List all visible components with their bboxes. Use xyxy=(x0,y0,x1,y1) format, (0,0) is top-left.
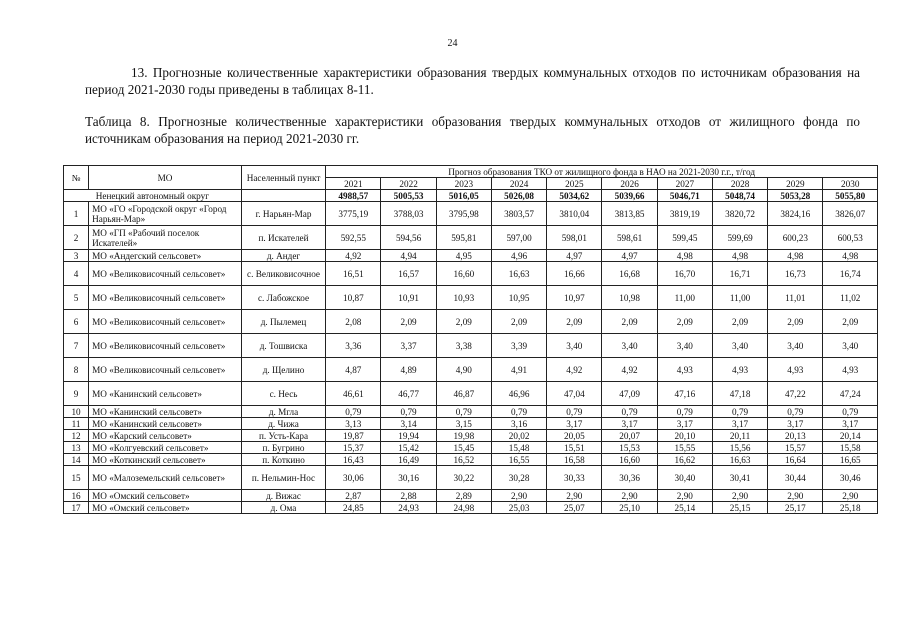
forecast-value: 16,74 xyxy=(823,262,878,286)
total-value: 5034,62 xyxy=(547,190,602,202)
forecast-value: 11,02 xyxy=(823,286,878,310)
settlement-name: д. Ома xyxy=(241,502,325,514)
forecast-value: 3826,07 xyxy=(823,202,878,226)
forecast-value: 16,58 xyxy=(547,454,602,466)
forecast-value: 30,41 xyxy=(712,466,767,490)
forecast-value: 2,90 xyxy=(491,490,546,502)
row-number: 17 xyxy=(64,502,89,514)
total-value: 5046,71 xyxy=(657,190,712,202)
forecast-value: 24,93 xyxy=(381,502,436,514)
settlement-name: с. Несь xyxy=(241,382,325,406)
forecast-value: 3,14 xyxy=(381,418,436,430)
municipality-name: МО «Коткинский сельсовет» xyxy=(89,454,242,466)
table-row xyxy=(64,382,878,406)
table-row xyxy=(64,310,878,334)
forecast-value: 2,90 xyxy=(657,490,712,502)
section-paragraph: 13. Прогнозные количественные характеристики образования твердых коммунальных отходов по источникам образования на период 2021-2030 годы приведены в таблицах 8-11. xyxy=(85,65,860,97)
forecast-value: 16,64 xyxy=(768,454,823,466)
forecast-value: 4,87 xyxy=(326,358,381,382)
forecast-value: 600,53 xyxy=(823,226,878,250)
forecast-value: 2,09 xyxy=(436,310,491,334)
total-value: 5048,74 xyxy=(712,190,767,202)
forecast-value: 3,16 xyxy=(491,418,546,430)
forecast-value: 2,09 xyxy=(657,310,712,334)
forecast-value: 3,39 xyxy=(491,334,546,358)
forecast-value: 4,93 xyxy=(768,358,823,382)
forecast-value: 20,10 xyxy=(657,430,712,442)
forecast-value: 30,44 xyxy=(768,466,823,490)
forecast-value: 2,09 xyxy=(602,310,657,334)
forecast-value: 4,96 xyxy=(491,250,546,262)
forecast-value: 16,62 xyxy=(657,454,712,466)
row-number: 4 xyxy=(64,262,89,286)
forecast-value: 4,92 xyxy=(547,358,602,382)
total-value: 5039,66 xyxy=(602,190,657,202)
table-row xyxy=(64,406,878,418)
total-value: 4988,57 xyxy=(326,190,381,202)
forecast-value: 16,68 xyxy=(602,262,657,286)
forecast-value: 3,17 xyxy=(602,418,657,430)
row-number: 2 xyxy=(64,226,89,250)
forecast-value: 16,57 xyxy=(381,262,436,286)
total-empty-cell xyxy=(241,190,325,202)
forecast-value: 47,22 xyxy=(768,382,823,406)
forecast-value: 30,40 xyxy=(657,466,712,490)
table-row xyxy=(64,430,878,442)
forecast-value: 0,79 xyxy=(491,406,546,418)
forecast-value: 16,63 xyxy=(712,454,767,466)
municipality-name: МО «Великовисочный сельсовет» xyxy=(89,286,242,310)
header-year: 2027 xyxy=(657,178,712,190)
forecast-value: 2,09 xyxy=(491,310,546,334)
forecast-value: 2,90 xyxy=(768,490,823,502)
table-row xyxy=(64,454,878,466)
forecast-value: 2,87 xyxy=(326,490,381,502)
municipality-name: МО «Карский сельсовет» xyxy=(89,430,242,442)
forecast-value: 11,00 xyxy=(712,286,767,310)
settlement-name: с. Великовисочное xyxy=(241,262,325,286)
forecast-value: 15,48 xyxy=(491,442,546,454)
settlement-name: п. Усть-Кара xyxy=(241,430,325,442)
municipality-name: МО «Великовисочный сельсовет» xyxy=(89,334,242,358)
header-forecast: Прогноз образования ТКО от жилищного фонда в НАО на 2021-2030 г.г., т/год xyxy=(326,166,878,178)
forecast-value: 3819,19 xyxy=(657,202,712,226)
forecast-value: 3795,98 xyxy=(436,202,491,226)
forecast-value: 3775,19 xyxy=(326,202,381,226)
forecast-value: 3,40 xyxy=(768,334,823,358)
forecast-value: 3,38 xyxy=(436,334,491,358)
forecast-value: 600,23 xyxy=(768,226,823,250)
municipality-name: МО «Малоземельский сельсовет» xyxy=(89,466,242,490)
forecast-value: 30,06 xyxy=(326,466,381,490)
forecast-value: 46,96 xyxy=(491,382,546,406)
forecast-value: 2,90 xyxy=(823,490,878,502)
total-value: 5053,28 xyxy=(768,190,823,202)
total-row xyxy=(64,190,878,202)
forecast-value: 2,09 xyxy=(823,310,878,334)
table-row xyxy=(64,490,878,502)
forecast-value: 0,79 xyxy=(768,406,823,418)
forecast-value: 20,02 xyxy=(491,430,546,442)
forecast-value: 16,70 xyxy=(657,262,712,286)
forecast-value: 24,98 xyxy=(436,502,491,514)
forecast-value: 30,46 xyxy=(823,466,878,490)
forecast-value: 20,14 xyxy=(823,430,878,442)
forecast-value: 4,90 xyxy=(436,358,491,382)
forecast-value: 4,97 xyxy=(602,250,657,262)
forecast-value: 4,93 xyxy=(823,358,878,382)
forecast-value: 20,05 xyxy=(547,430,602,442)
settlement-name: д. Чижа xyxy=(241,418,325,430)
forecast-value: 47,09 xyxy=(602,382,657,406)
forecast-value: 16,55 xyxy=(491,454,546,466)
forecast-value: 3,40 xyxy=(712,334,767,358)
forecast-value: 2,90 xyxy=(712,490,767,502)
settlement-name: д. Вижас xyxy=(241,490,325,502)
table-caption: Таблица 8. Прогнозные количественные характеристики образования твердых коммунальных отходов от жилищного фонда по источникам образования на период 2021-2030 гг. xyxy=(85,114,860,146)
forecast-value: 25,17 xyxy=(768,502,823,514)
header-year: 2029 xyxy=(768,178,823,190)
forecast-value: 15,55 xyxy=(657,442,712,454)
municipality-name: МО «Великовисочный сельсовет» xyxy=(89,262,242,286)
forecast-value: 10,87 xyxy=(326,286,381,310)
row-number: 14 xyxy=(64,454,89,466)
header-year: 2030 xyxy=(823,178,878,190)
forecast-value: 3,40 xyxy=(657,334,712,358)
table-row xyxy=(64,502,878,514)
settlement-name: д. Мгла xyxy=(241,406,325,418)
forecast-value: 16,52 xyxy=(436,454,491,466)
municipality-name: МО «Андегский сельсовет» xyxy=(89,250,242,262)
table-row xyxy=(64,466,878,490)
table-row xyxy=(64,226,878,250)
total-value: 5026,08 xyxy=(491,190,546,202)
forecast-value: 16,65 xyxy=(823,454,878,466)
row-number: 16 xyxy=(64,490,89,502)
forecast-value: 595,81 xyxy=(436,226,491,250)
forecast-value: 599,45 xyxy=(657,226,712,250)
forecast-value: 19,87 xyxy=(326,430,381,442)
forecast-value: 2,08 xyxy=(326,310,381,334)
row-number: 3 xyxy=(64,250,89,262)
forecast-value: 0,79 xyxy=(602,406,657,418)
forecast-value: 25,10 xyxy=(602,502,657,514)
total-value: 5055,80 xyxy=(823,190,878,202)
row-number: 10 xyxy=(64,406,89,418)
forecast-value: 3,17 xyxy=(547,418,602,430)
municipality-name: МО «Канинский сельсовет» xyxy=(89,406,242,418)
forecast-value: 4,98 xyxy=(823,250,878,262)
forecast-value: 0,79 xyxy=(326,406,381,418)
header-year: 2023 xyxy=(436,178,491,190)
forecast-value: 15,53 xyxy=(602,442,657,454)
forecast-table xyxy=(63,165,878,514)
row-number: 9 xyxy=(64,382,89,406)
forecast-value: 16,66 xyxy=(547,262,602,286)
forecast-value: 4,92 xyxy=(326,250,381,262)
forecast-value: 0,79 xyxy=(823,406,878,418)
forecast-value: 3,17 xyxy=(823,418,878,430)
forecast-value: 2,89 xyxy=(436,490,491,502)
forecast-value: 16,60 xyxy=(436,262,491,286)
forecast-value: 24,85 xyxy=(326,502,381,514)
settlement-name: п. Искателей xyxy=(241,226,325,250)
forecast-value: 4,91 xyxy=(491,358,546,382)
table-row xyxy=(64,202,878,226)
forecast-value: 2,09 xyxy=(768,310,823,334)
forecast-value: 3813,85 xyxy=(602,202,657,226)
header-year: 2025 xyxy=(547,178,602,190)
forecast-value: 592,55 xyxy=(326,226,381,250)
table-row xyxy=(64,250,878,262)
forecast-value: 46,61 xyxy=(326,382,381,406)
header-year: 2026 xyxy=(602,178,657,190)
forecast-value: 599,69 xyxy=(712,226,767,250)
forecast-value: 0,79 xyxy=(712,406,767,418)
header-year: 2022 xyxy=(381,178,436,190)
total-value: 5005,53 xyxy=(381,190,436,202)
forecast-value: 47,18 xyxy=(712,382,767,406)
forecast-value: 47,04 xyxy=(547,382,602,406)
forecast-value: 3,15 xyxy=(436,418,491,430)
forecast-value: 3810,04 xyxy=(547,202,602,226)
forecast-value: 25,14 xyxy=(657,502,712,514)
table-row xyxy=(64,358,878,382)
forecast-value: 3824,16 xyxy=(768,202,823,226)
forecast-value: 46,77 xyxy=(381,382,436,406)
forecast-value: 16,43 xyxy=(326,454,381,466)
municipality-name: МО «Канинский сельсовет» xyxy=(89,382,242,406)
header-settlement: Населенный пункт xyxy=(241,166,325,190)
total-label: Ненецкий автономный округ xyxy=(64,190,242,202)
municipality-name: МО «Канинский сельсовет» xyxy=(89,418,242,430)
forecast-value: 47,16 xyxy=(657,382,712,406)
forecast-value: 25,07 xyxy=(547,502,602,514)
forecast-value: 0,79 xyxy=(381,406,436,418)
page-number: 24 xyxy=(447,38,458,49)
forecast-value: 594,56 xyxy=(381,226,436,250)
forecast-value: 3,17 xyxy=(657,418,712,430)
forecast-value: 3,40 xyxy=(823,334,878,358)
forecast-value: 19,94 xyxy=(381,430,436,442)
forecast-value: 3788,03 xyxy=(381,202,436,226)
forecast-value: 15,58 xyxy=(823,442,878,454)
forecast-value: 20,07 xyxy=(602,430,657,442)
forecast-value: 0,79 xyxy=(547,406,602,418)
municipality-name: МО «ГО «Городской округ «Город Нарьян-Мар» xyxy=(89,202,242,226)
settlement-name: д. Андег xyxy=(241,250,325,262)
forecast-value: 2,90 xyxy=(547,490,602,502)
table-row xyxy=(64,334,878,358)
settlement-name: д. Щелино xyxy=(241,358,325,382)
forecast-value: 16,73 xyxy=(768,262,823,286)
forecast-value: 25,15 xyxy=(712,502,767,514)
header-year: 2024 xyxy=(491,178,546,190)
municipality-name: МО «Великовисочный сельсовет» xyxy=(89,310,242,334)
forecast-value: 3,40 xyxy=(602,334,657,358)
forecast-value: 25,18 xyxy=(823,502,878,514)
forecast-value: 15,57 xyxy=(768,442,823,454)
forecast-value: 4,98 xyxy=(768,250,823,262)
forecast-value: 25,03 xyxy=(491,502,546,514)
forecast-value: 2,88 xyxy=(381,490,436,502)
forecast-value: 2,90 xyxy=(602,490,657,502)
forecast-value: 10,91 xyxy=(381,286,436,310)
municipality-name: МО «Омский сельсовет» xyxy=(89,490,242,502)
forecast-value: 16,60 xyxy=(602,454,657,466)
row-number: 12 xyxy=(64,430,89,442)
forecast-value: 3,17 xyxy=(768,418,823,430)
row-number: 13 xyxy=(64,442,89,454)
forecast-value: 4,95 xyxy=(436,250,491,262)
forecast-value: 3,40 xyxy=(547,334,602,358)
municipality-name: МО «Омский сельсовет» xyxy=(89,502,242,514)
forecast-value: 30,36 xyxy=(602,466,657,490)
forecast-value: 4,97 xyxy=(547,250,602,262)
forecast-value: 10,97 xyxy=(547,286,602,310)
forecast-value: 10,95 xyxy=(491,286,546,310)
header-year: 2028 xyxy=(712,178,767,190)
forecast-value: 15,42 xyxy=(381,442,436,454)
row-number: 5 xyxy=(64,286,89,310)
forecast-value: 15,51 xyxy=(547,442,602,454)
forecast-value: 10,93 xyxy=(436,286,491,310)
settlement-name: с. Лабожское xyxy=(241,286,325,310)
forecast-value: 11,00 xyxy=(657,286,712,310)
forecast-value: 47,24 xyxy=(823,382,878,406)
table-row xyxy=(64,418,878,430)
forecast-value: 20,13 xyxy=(768,430,823,442)
settlement-name: д. Тошвиска xyxy=(241,334,325,358)
forecast-value: 10,98 xyxy=(602,286,657,310)
forecast-value: 16,63 xyxy=(491,262,546,286)
forecast-value: 15,56 xyxy=(712,442,767,454)
table-row xyxy=(64,442,878,454)
settlement-name: п. Нельмин-Нос xyxy=(241,466,325,490)
forecast-value: 3820,72 xyxy=(712,202,767,226)
forecast-value: 16,49 xyxy=(381,454,436,466)
row-number: 8 xyxy=(64,358,89,382)
forecast-value: 2,09 xyxy=(381,310,436,334)
table-row xyxy=(64,286,878,310)
forecast-value: 2,09 xyxy=(712,310,767,334)
row-number: 11 xyxy=(64,418,89,430)
forecast-value: 4,93 xyxy=(712,358,767,382)
municipality-name: МО «ГП «Рабочий поселок Искателей» xyxy=(89,226,242,250)
row-number: 7 xyxy=(64,334,89,358)
forecast-value: 0,79 xyxy=(657,406,712,418)
forecast-value: 4,94 xyxy=(381,250,436,262)
forecast-value: 598,01 xyxy=(547,226,602,250)
row-number: 15 xyxy=(64,466,89,490)
forecast-value: 3,13 xyxy=(326,418,381,430)
header-year: 2021 xyxy=(326,178,381,190)
forecast-value: 0,79 xyxy=(436,406,491,418)
forecast-value: 15,45 xyxy=(436,442,491,454)
forecast-value: 16,51 xyxy=(326,262,381,286)
forecast-value: 3803,57 xyxy=(491,202,546,226)
row-number: 1 xyxy=(64,202,89,226)
forecast-value: 15,37 xyxy=(326,442,381,454)
forecast-value: 20,11 xyxy=(712,430,767,442)
forecast-value: 30,33 xyxy=(547,466,602,490)
forecast-value: 46,87 xyxy=(436,382,491,406)
forecast-value: 4,92 xyxy=(602,358,657,382)
settlement-name: п. Коткино xyxy=(241,454,325,466)
table-row xyxy=(64,262,878,286)
forecast-value: 11,01 xyxy=(768,286,823,310)
row-number: 6 xyxy=(64,310,89,334)
forecast-value: 4,89 xyxy=(381,358,436,382)
forecast-value: 30,28 xyxy=(491,466,546,490)
municipality-name: МО «Великовисочный сельсовет» xyxy=(89,358,242,382)
forecast-value: 3,37 xyxy=(381,334,436,358)
settlement-name: д. Пылемец xyxy=(241,310,325,334)
forecast-value: 30,16 xyxy=(381,466,436,490)
forecast-value: 4,98 xyxy=(712,250,767,262)
settlement-name: г. Нарьян-Мар xyxy=(241,202,325,226)
forecast-value: 3,36 xyxy=(326,334,381,358)
forecast-value: 598,61 xyxy=(602,226,657,250)
forecast-value: 4,98 xyxy=(657,250,712,262)
forecast-value: 597,00 xyxy=(491,226,546,250)
forecast-value: 4,93 xyxy=(657,358,712,382)
settlement-name: п. Бугрино xyxy=(241,442,325,454)
forecast-value: 2,09 xyxy=(547,310,602,334)
forecast-value: 30,22 xyxy=(436,466,491,490)
forecast-value: 19,98 xyxy=(436,430,491,442)
forecast-value: 3,17 xyxy=(712,418,767,430)
total-value: 5016,05 xyxy=(436,190,491,202)
municipality-name: МО «Колгуевский сельсовет» xyxy=(89,442,242,454)
header-mo: МО xyxy=(89,166,242,190)
forecast-value: 16,71 xyxy=(712,262,767,286)
header-number: № xyxy=(64,166,89,190)
